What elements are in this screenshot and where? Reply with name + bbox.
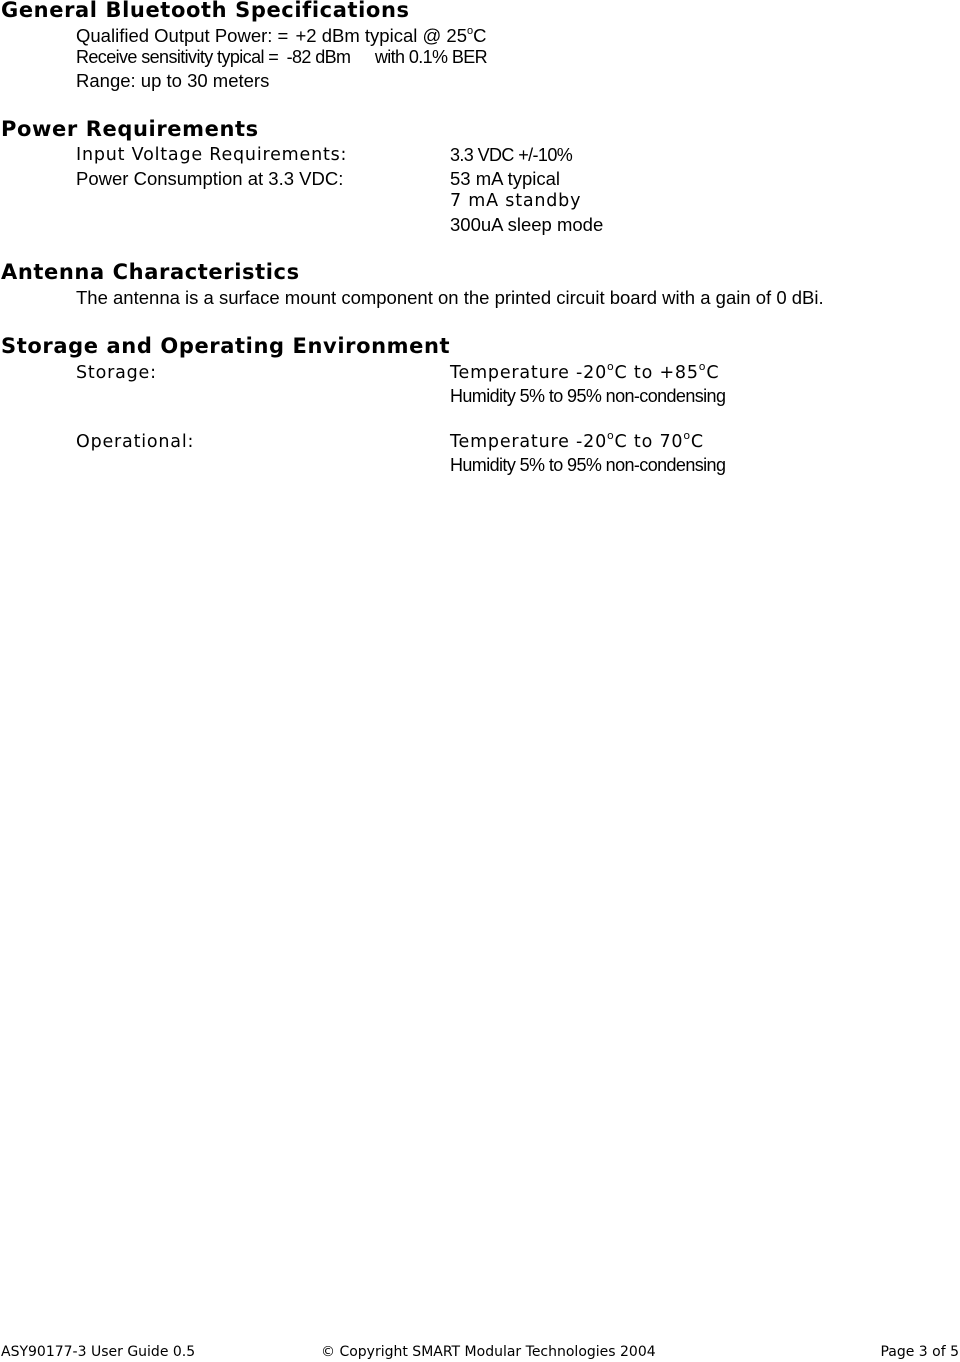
output-power-line [76,25,487,47]
section-heading-antenna: Antenna Characteristics [1,260,300,284]
footer-copyright: © Copyright SMART Modular Technologies 2004 [321,1344,656,1360]
degree-symbol: o [683,429,691,442]
operational-humidity: Humidity 5% to 95% non-condensing [450,455,726,475]
range-text: Range: up to 30 meters [76,70,270,91]
storage-label: Storage: [76,363,157,383]
operational-temperature [450,429,704,452]
storage-humidity: Humidity 5% to 95% non-condensing [450,386,726,406]
sensitivity-label: Receive sensitivity typical = [76,47,279,67]
operational-temp-suffix: C [690,432,704,452]
input-voltage-value: 3.3 VDC +/-10% [450,145,573,165]
power-consumption-standby: 7 mA standby [450,191,582,211]
storage-temperature [450,360,720,383]
footer-page-number: Page 3 of 5 [880,1344,959,1360]
degree-symbol: o [607,429,615,442]
operational-temp-mid: C to 70 [614,432,684,452]
section-heading-environment: Storage and Operating Environment [1,334,451,358]
output-power-label: Qualified Output Power: = [76,25,289,46]
storage-temp-prefix: Temperature -20 [450,363,607,383]
operational-label: Operational: [76,432,195,452]
degree-symbol: o [467,25,474,37]
storage-temp-suffix: C [706,363,720,383]
input-voltage-label: Input Voltage Requirements: [76,145,348,165]
power-consumption-typical: 53 mA typical [450,168,561,189]
degree-symbol: o [607,360,615,373]
power-consumption-sleep: 300uA sleep mode [450,214,604,235]
storage-temp-mid: C to +85 [614,363,699,383]
sensitivity-ber: with 0.1% BER [374,47,488,67]
antenna-description: The antenna is a surface mount component on the printed circuit board with a gain of 0 dBi. [76,287,824,308]
section-heading-power: Power Requirements [1,117,259,141]
section-heading-bluetooth: General Bluetooth Specifications [1,0,410,22]
output-power-value: +2 dBm typical @ 25 [295,25,467,46]
output-power-unit: C [473,25,487,46]
degree-symbol: o [698,360,707,373]
power-consumption-label: Power Consumption at 3.3 VDC: [76,168,344,189]
footer-doc-id: ASY90177-3 User Guide 0.5 [1,1344,196,1360]
sensitivity-line [76,47,487,68]
operational-temp-prefix: Temperature -20 [450,432,607,452]
sensitivity-value: -82 dBm [286,47,351,67]
